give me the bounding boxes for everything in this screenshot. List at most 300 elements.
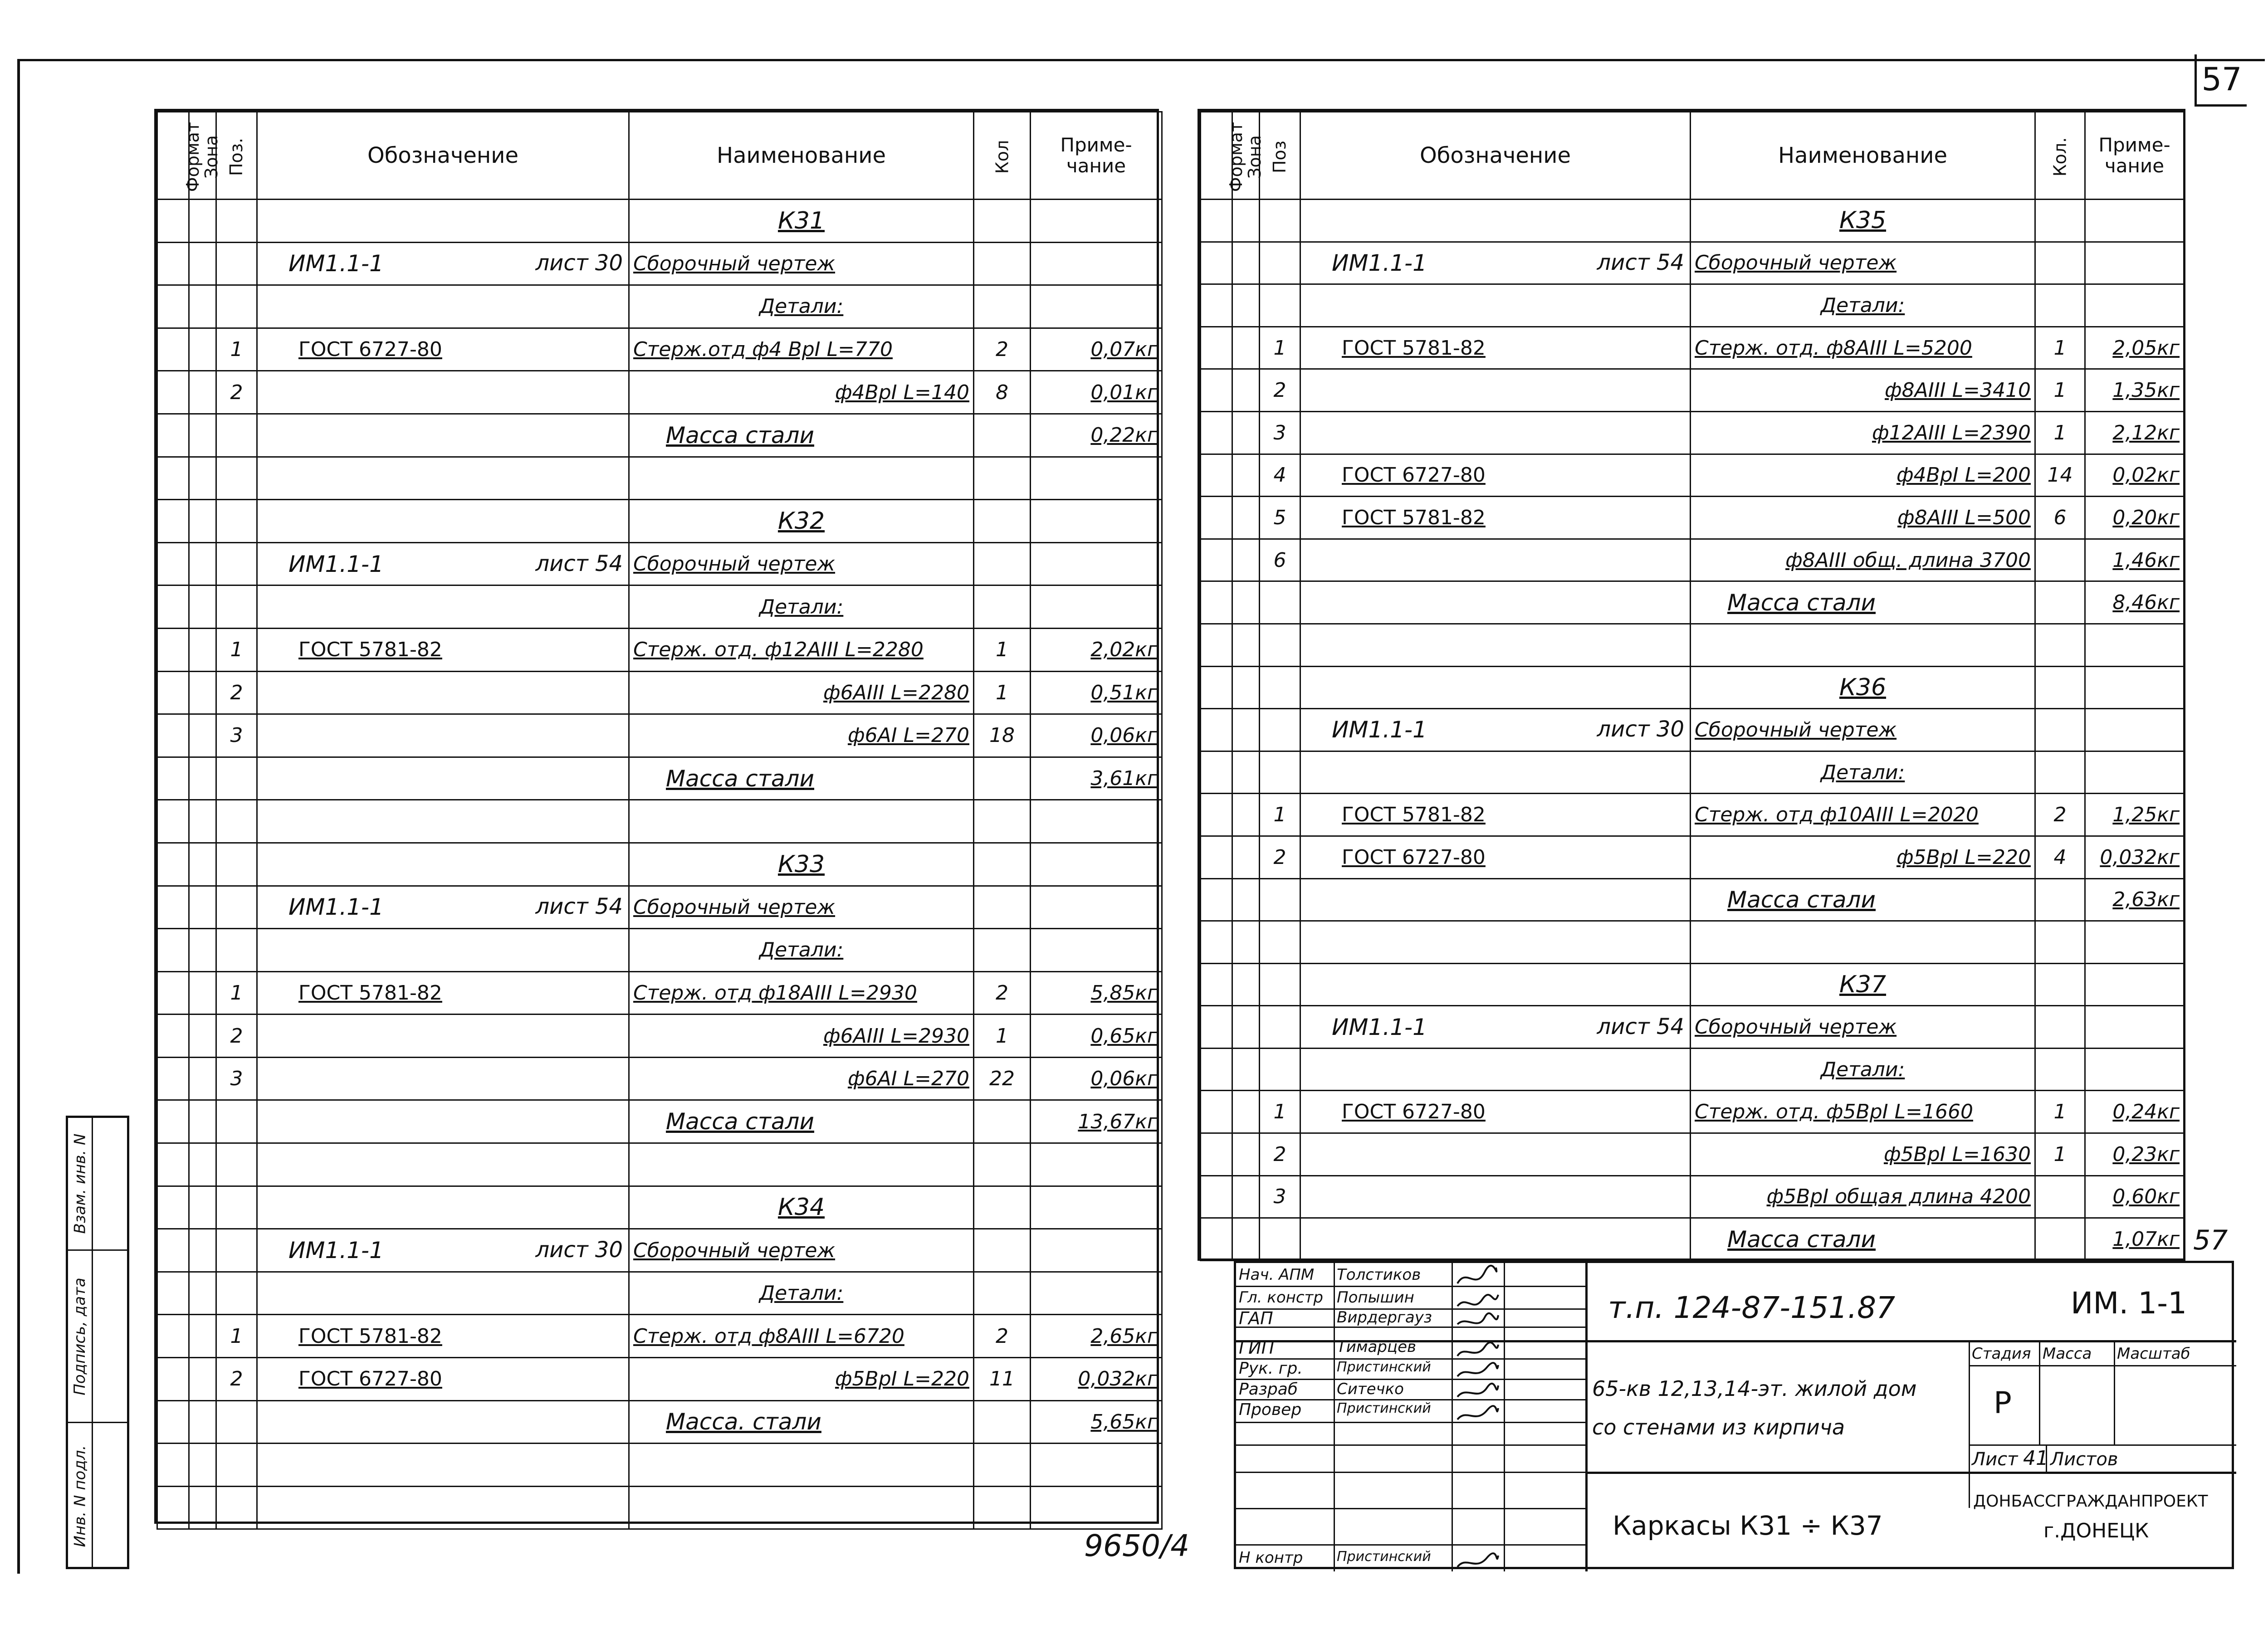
row-designation (257, 285, 629, 328)
row-empty-cell (157, 542, 189, 585)
row-name: Детали: (629, 1272, 974, 1315)
sheet-value: 41 (2023, 1447, 2048, 1470)
row-designation (1300, 1176, 1691, 1218)
row-note: 0,65кг (1031, 1015, 1162, 1058)
row-pos: 5 (1260, 497, 1300, 539)
name-2: Вирдергауз (1337, 1308, 1432, 1327)
row-pos (1260, 878, 1300, 921)
table-row (157, 628, 1162, 671)
row-note: 1,46кг (2085, 539, 2184, 581)
row-qty: 2 (2035, 794, 2085, 836)
row-note: 0,51кг (1031, 671, 1162, 714)
row-empty-cell (1232, 1048, 1260, 1091)
row-pos: 2 (216, 371, 257, 414)
row-empty-cell (189, 1229, 216, 1272)
role-gap: ГАП (1239, 1308, 1273, 1328)
row-empty-cell (1232, 1218, 1260, 1261)
table-row (1201, 369, 2184, 412)
row-designation (257, 671, 629, 714)
row-empty-cell (189, 886, 216, 929)
row-pos: 6 (1260, 539, 1300, 581)
name-0: Толстиков (1337, 1266, 1421, 1284)
row-empty-cell (157, 585, 189, 629)
side-cell-signature: Подпись, дата (68, 1249, 127, 1422)
row-note: 0,02кг (2085, 454, 2184, 497)
row-qty (2035, 1176, 2085, 1218)
row-empty-cell (1232, 836, 1260, 878)
row-name: К34 (629, 1186, 974, 1229)
row-empty-cell (189, 414, 216, 457)
row-pos: 1 (1260, 327, 1300, 369)
row-note (1031, 886, 1162, 929)
row-empty-cell (1232, 1176, 1260, 1218)
row-note: 2,05кг (2085, 327, 2184, 369)
row-designation (257, 1015, 629, 1058)
table-row (1201, 878, 2184, 921)
row-empty-cell (189, 457, 216, 500)
row-qty: 1 (974, 628, 1031, 671)
row-name: ф8АIII L=3410 (1691, 369, 2035, 412)
header-row-left (157, 112, 1162, 200)
row-qty (974, 1272, 1031, 1315)
row-pos (1260, 242, 1300, 284)
name-4: Пристинский (1337, 1359, 1431, 1375)
row-empty-cell (1201, 1133, 1232, 1176)
row-note: 0,032кг (2085, 836, 2184, 878)
col-zone: Зона (1232, 112, 1260, 200)
row-pos (216, 285, 257, 328)
row-name: ф12АIII L=2390 (1691, 411, 2035, 454)
stage-value: Р (1994, 1385, 2012, 1420)
row-name (1691, 921, 2035, 964)
spec-table-left (154, 109, 1159, 1524)
row-qty: 1 (2035, 1091, 2085, 1133)
title-block (1234, 1261, 2234, 1569)
row-note (1031, 200, 1162, 243)
row-qty (2035, 1048, 2085, 1091)
row-designation (1300, 284, 1691, 327)
row-note (2085, 624, 2184, 666)
row-pos (1260, 751, 1300, 794)
row-name: К37 (1691, 963, 2035, 1006)
row-name (629, 800, 974, 843)
row-name: ф6АIII L=2280 (629, 671, 974, 714)
row-note: 5,85кг (1031, 971, 1162, 1015)
row-pos (216, 457, 257, 500)
row-empty-cell (1201, 411, 1232, 454)
row-designation (1300, 666, 1691, 709)
row-empty-cell (189, 1143, 216, 1186)
row-empty-cell (157, 414, 189, 457)
row-empty-cell (1201, 1091, 1232, 1133)
row-name: ф5ВрI L=220 (629, 1358, 974, 1401)
row-empty-cell (157, 1015, 189, 1058)
table-row (157, 328, 1162, 371)
row-name: Стерж. отд. ф12АIII L=2280 (629, 628, 974, 671)
table-row (157, 1272, 1162, 1315)
row-designation (1300, 1006, 1691, 1049)
row-name: ф8АIII L=500 (1691, 497, 2035, 539)
row-empty-cell (1232, 624, 1260, 666)
row-empty-cell (1201, 709, 1232, 751)
name-7: Пристинский (1337, 1549, 1431, 1565)
row-designation (257, 1186, 629, 1229)
row-empty-cell (1232, 200, 1260, 242)
row-designation: ГОСТ 6727-80 (257, 1358, 629, 1401)
row-pos (216, 200, 257, 243)
row-pos: 2 (216, 1015, 257, 1058)
row-name: Стерж. отд ф8АIII L=6720 (629, 1315, 974, 1358)
row-note: 3,61кг (1031, 757, 1162, 800)
table-row (1201, 751, 2184, 794)
row-empty-cell (1201, 794, 1232, 836)
row-empty-cell (189, 971, 216, 1015)
table-row (1201, 497, 2184, 539)
spec-grid-right (1200, 111, 2185, 1261)
role-gip: ГИП (1239, 1338, 1275, 1358)
table-row (157, 200, 1162, 243)
row-name: Масса стали (629, 757, 974, 800)
drawing-title: Каркасы К31 ÷ К37 (1613, 1510, 1883, 1541)
table-row (157, 285, 1162, 328)
row-empty-cell (1201, 666, 1232, 709)
header-row-right (1201, 112, 2184, 200)
table-row (1201, 581, 2184, 624)
row-name: Масса стали (1691, 878, 2035, 921)
role-gl-konstr: Гл. констр (1239, 1288, 1323, 1307)
row-empty-cell (157, 242, 189, 285)
row-name: ф8АIII общ. длина 3700 (1691, 539, 2035, 581)
row-note (2085, 1006, 2184, 1049)
stage-label: Стадия (1972, 1345, 2031, 1363)
row-name: Сборочный чертеж (629, 886, 974, 929)
table-row (1201, 411, 2184, 454)
row-name (629, 1486, 974, 1529)
row-qty: 6 (2035, 497, 2085, 539)
col-name: Наименование (1691, 112, 2035, 200)
row-designation (1300, 539, 1691, 581)
row-name: Масса. стали (629, 1400, 974, 1444)
row-designation (257, 843, 629, 886)
table-row (1201, 794, 2184, 836)
row-designation: ГОСТ 5781-82 (1300, 794, 1691, 836)
row-pos (1260, 963, 1300, 1006)
row-designation (257, 500, 629, 543)
row-designation: ГОСТ 5781-82 (257, 971, 629, 1015)
row-name: Стерж.отд ф4 ВрI L=770 (629, 328, 974, 371)
row-note: 0,07кг (1031, 328, 1162, 371)
row-empty-cell (189, 1444, 216, 1487)
col-designation: Обозначение (1300, 112, 1691, 200)
row-designation (1300, 1218, 1691, 1261)
row-empty-cell (157, 1358, 189, 1401)
row-note: 2,63кг (2085, 878, 2184, 921)
row-note: 0,01кг (1031, 371, 1162, 414)
row-name: К35 (1691, 200, 2035, 242)
row-empty-cell (189, 1315, 216, 1358)
row-note (1031, 929, 1162, 972)
row-name: Сборочный чертеж (1691, 1006, 2035, 1049)
row-qty: 1 (974, 671, 1031, 714)
table-row (157, 1486, 1162, 1529)
row-designation: ГОСТ 5781-82 (1300, 327, 1691, 369)
row-empty-cell (1232, 921, 1260, 964)
row-note: 5,65кг (1031, 1400, 1162, 1444)
table-row (157, 1143, 1162, 1186)
table-row (1201, 1006, 2184, 1049)
table-row (157, 500, 1162, 543)
row-pos: 2 (1260, 836, 1300, 878)
row-empty-cell (189, 628, 216, 671)
row-pos: 1 (216, 628, 257, 671)
row-note (2085, 1048, 2184, 1091)
row-note (2085, 921, 2184, 964)
assembly-ref: ИМ1.1-1 (1332, 249, 1427, 276)
row-empty-cell (157, 628, 189, 671)
row-empty-cell (189, 585, 216, 629)
row-name: К33 (629, 843, 974, 886)
row-designation (257, 371, 629, 414)
row-note (2085, 242, 2184, 284)
table-row (157, 1315, 1162, 1358)
row-name: Сборочный чертеж (1691, 709, 2035, 751)
row-pos (216, 1444, 257, 1487)
row-name (1691, 624, 2035, 666)
row-note: 0,20кг (2085, 497, 2184, 539)
col-qty: Кол. (2035, 112, 2085, 200)
row-note: 8,46кг (2085, 581, 2184, 624)
row-note (1031, 1272, 1162, 1315)
row-note (1031, 585, 1162, 629)
row-designation (1300, 369, 1691, 412)
row-empty-cell (157, 1315, 189, 1358)
row-qty: 1 (2035, 327, 2085, 369)
row-qty (974, 585, 1031, 629)
row-designation (1300, 411, 1691, 454)
row-qty (974, 757, 1031, 800)
sheets-label: Листов (2050, 1449, 2118, 1470)
row-pos: 2 (216, 671, 257, 714)
row-pos (216, 1100, 257, 1143)
assembly-sheet: лист 54 (1597, 249, 1684, 275)
row-empty-cell (1201, 963, 1232, 1006)
row-qty (974, 1143, 1031, 1186)
row-note (1031, 500, 1162, 543)
table-row (1201, 1176, 2184, 1218)
row-name: ф4ВрI L=140 (629, 371, 974, 414)
table-row (157, 714, 1162, 757)
row-designation (257, 1057, 629, 1100)
row-qty (2035, 1218, 2085, 1261)
row-qty: 4 (2035, 836, 2085, 878)
row-qty (2035, 666, 2085, 709)
row-qty: 14 (2035, 454, 2085, 497)
row-name: Масса стали (629, 1100, 974, 1143)
row-note (2085, 751, 2184, 794)
row-qty (2035, 539, 2085, 581)
table-row (1201, 1091, 2184, 1133)
row-empty-cell (1232, 454, 1260, 497)
row-empty-cell (1201, 624, 1232, 666)
row-designation (1300, 751, 1691, 794)
table-row (157, 1444, 1162, 1487)
col-name: Наименование (629, 112, 974, 200)
row-note (1031, 242, 1162, 285)
role-prover: Провер (1239, 1400, 1302, 1419)
row-qty (974, 1229, 1031, 1272)
row-designation (1300, 1133, 1691, 1176)
row-note (2085, 200, 2184, 242)
row-note: 1,35кг (2085, 369, 2184, 412)
row-name: Масса стали (629, 414, 974, 457)
assembly-sheet: лист 54 (1597, 1014, 1684, 1039)
row-name: Детали: (1691, 1048, 2035, 1091)
row-empty-cell (1201, 751, 1232, 794)
col-pos: Поз (1260, 112, 1300, 200)
row-qty (974, 1186, 1031, 1229)
row-name: Сборочный чертеж (1691, 242, 2035, 284)
assembly-ref: ИМ1.1-1 (288, 250, 384, 277)
scale-label: Масштаб (2117, 1345, 2190, 1363)
row-empty-cell (1232, 963, 1260, 1006)
assembly-ref: ИМ1.1-1 (1332, 717, 1427, 743)
row-designation (257, 1100, 629, 1143)
row-pos (216, 500, 257, 543)
city: г.ДОНЕЦК (2043, 1519, 2149, 1542)
row-pos (216, 1229, 257, 1272)
row-empty-cell (189, 328, 216, 371)
row-note: 1,07кг (2085, 1218, 2184, 1261)
table-row (157, 886, 1162, 929)
row-qty (2035, 624, 2085, 666)
row-note: 13,67кг (1031, 1100, 1162, 1143)
row-designation: ГОСТ 6727-80 (1300, 836, 1691, 878)
row-pos: 1 (1260, 1091, 1300, 1133)
table-row (157, 242, 1162, 285)
row-name: Сборочный чертеж (629, 1229, 974, 1272)
row-name: К32 (629, 500, 974, 543)
row-pos: 3 (1260, 1176, 1300, 1218)
side-cell-replace: Взам. инв. N (68, 1118, 127, 1249)
row-empty-cell (157, 200, 189, 243)
row-empty-cell (189, 200, 216, 243)
row-designation (1300, 581, 1691, 624)
row-pos (216, 585, 257, 629)
col-qty: Кол (974, 112, 1031, 200)
side-sheet-number: 57 (2193, 1224, 2228, 1256)
row-designation (1300, 200, 1691, 242)
row-empty-cell (189, 757, 216, 800)
row-qty (974, 886, 1031, 929)
row-qty (974, 285, 1031, 328)
row-name: К31 (629, 200, 974, 243)
row-name: ф6АI L=270 (629, 714, 974, 757)
row-note: 2,02кг (1031, 628, 1162, 671)
row-empty-cell (1232, 666, 1260, 709)
role-nach-apm: Нач. АПМ (1239, 1266, 1315, 1284)
name-5: Ситечко (1337, 1380, 1404, 1398)
row-empty-cell (1201, 878, 1232, 921)
row-designation (1300, 624, 1691, 666)
table-row (157, 800, 1162, 843)
row-name: Детали: (629, 929, 974, 972)
table-row (1201, 454, 2184, 497)
table-row (157, 971, 1162, 1015)
row-empty-cell (189, 542, 216, 585)
row-empty-cell (1232, 1091, 1260, 1133)
row-note: 0,22кг (1031, 414, 1162, 457)
row-name: Стерж. отд. ф8АIII L=5200 (1691, 327, 2035, 369)
row-name: Сборочный чертеж (629, 242, 974, 285)
row-note (2085, 963, 2184, 1006)
row-qty: 18 (974, 714, 1031, 757)
row-empty-cell (1232, 369, 1260, 412)
row-note (2085, 709, 2184, 751)
table-row (1201, 963, 2184, 1006)
row-qty (2035, 751, 2085, 794)
spec-body-left (157, 200, 1162, 1529)
row-pos (1260, 666, 1300, 709)
col-note: Приме-чание (1031, 112, 1162, 200)
row-name: Детали: (1691, 751, 2035, 794)
row-empty-cell (157, 757, 189, 800)
row-designation (257, 242, 629, 285)
row-empty-cell (1232, 751, 1260, 794)
row-pos: 1 (216, 328, 257, 371)
row-pos (1260, 284, 1300, 327)
side-strip (66, 1116, 129, 1569)
row-qty (974, 1400, 1031, 1444)
row-empty-cell (157, 1057, 189, 1100)
row-name: Масса стали (1691, 581, 2035, 624)
row-note (2085, 284, 2184, 327)
row-pos (216, 886, 257, 929)
row-empty-cell (189, 1486, 216, 1529)
drawing-code: ИМ. 1-1 (2071, 1286, 2187, 1321)
row-empty-cell (1201, 581, 1232, 624)
row-name: ф5ВрI L=1630 (1691, 1133, 2035, 1176)
row-empty-cell (157, 285, 189, 328)
row-empty-cell (189, 285, 216, 328)
mass-label: Масса (2043, 1345, 2092, 1363)
row-pos: 4 (1260, 454, 1300, 497)
assembly-ref: ИМ1.1-1 (288, 1237, 384, 1264)
table-row (157, 414, 1162, 457)
row-empty-cell (157, 500, 189, 543)
row-designation (1300, 242, 1691, 284)
row-note (1031, 285, 1162, 328)
row-pos (1260, 200, 1300, 242)
row-empty-cell (1201, 1048, 1232, 1091)
table-row (157, 542, 1162, 585)
row-note (1031, 843, 1162, 886)
row-qty: 2 (974, 1315, 1031, 1358)
row-designation (257, 800, 629, 843)
row-empty-cell (189, 1400, 216, 1444)
row-empty-cell (157, 1486, 189, 1529)
assembly-sheet: лист 54 (535, 551, 623, 576)
row-qty (974, 800, 1031, 843)
table-row (1201, 200, 2184, 242)
row-pos: 2 (216, 1358, 257, 1401)
row-pos (216, 1486, 257, 1529)
table-row (157, 1100, 1162, 1143)
row-empty-cell (189, 1100, 216, 1143)
assembly-sheet: лист 30 (1597, 717, 1684, 742)
row-pos (1260, 1006, 1300, 1049)
building-desc-2: со стенами из кирпича (1592, 1415, 1845, 1439)
row-empty-cell (189, 242, 216, 285)
